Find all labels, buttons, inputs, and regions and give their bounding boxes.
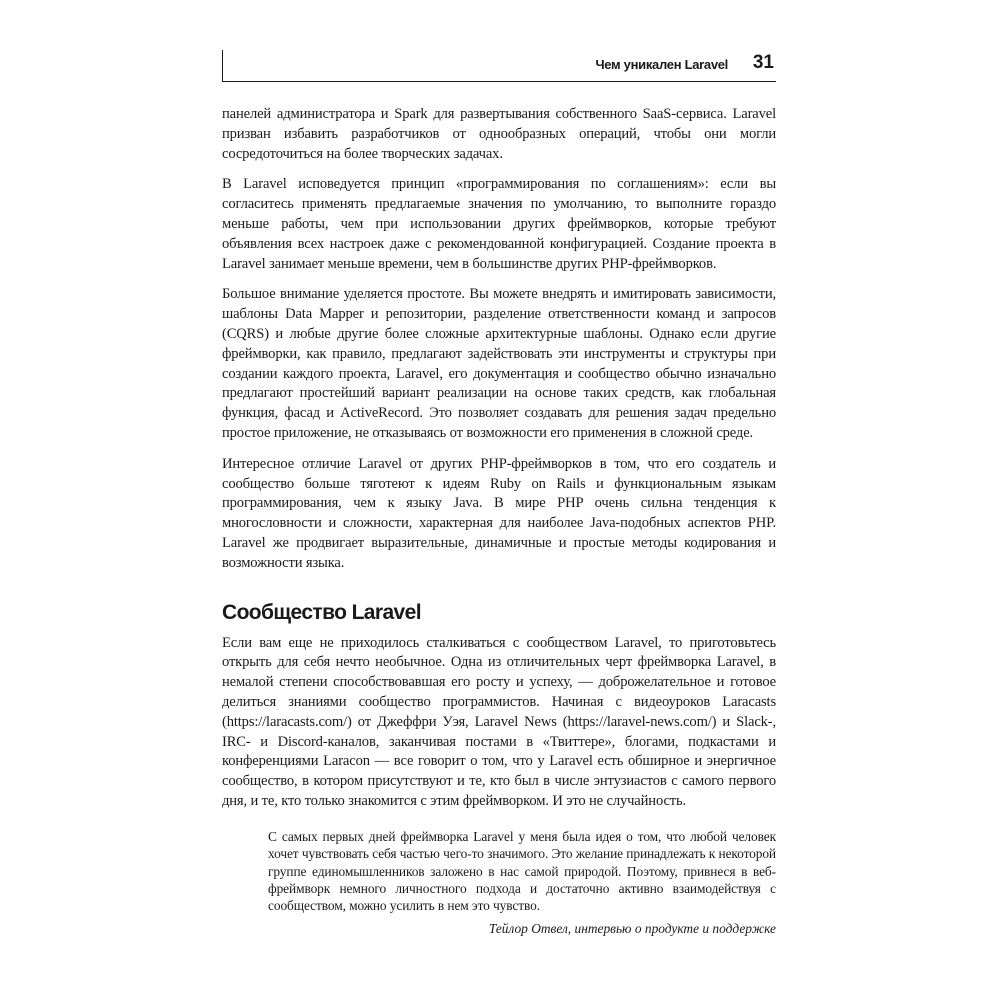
section-heading: Сообщество Laravel	[222, 600, 421, 624]
body-paragraph: панелей администратора и Spark для развертывания собственного SaaS-сервиса. Laravel призван избавить разработчиков от однообразных операций, чтобы они могли сосредоточиться на более творческих задачах.	[222, 106, 776, 162]
quote-text: С самых первых дней фреймворка Laravel у меня была идея о том, что любой человек хочет чувствовать себя частью чего-то значимого. Это желание принадлежать к некоторой группе единомышленников заложено в нас самой природой. Поэтому, привнеся в веб-фреймворк немного личностного подхода и достаточно активно взаимодействуя с сообществом, можно усилить в нем это чувство.	[268, 828, 776, 914]
running-title: Чем уникален Laravel	[595, 57, 728, 72]
page-number: 31	[752, 52, 774, 73]
header-vertical-rule	[222, 50, 223, 82]
header-horizontal-rule	[222, 81, 776, 82]
quote-attribution: Тейлор Отвел, интервью о продукте и поддержке	[488, 920, 776, 936]
section-paragraph: Если вам еще не приходилось сталкиваться с сообществом Laravel, то приготовьтесь открыть для себя нечто необычное. Одна из отличительных черт фреймворка Laravel, в немалой степени способствовавшая его росту и успеху, — доброжелательное и готовое делиться знаниями сообщество программистов. Начиная с видеоуроков Laracasts (https://laracasts.com/) от Джеффри Уэя, Laravel News (https://laravel-news.com/) и Slack-, IRC- и Discord-каналов, заканчивая постами в «Твиттере», блогами, подкастами и конференциями Laracon — все говорит о том, что у Laravel есть обширное и энергичное сообщество, в котором присутствуют и те, кто был в числе энтузиастов с самого первого дня, и те, кто только знакомится с этим фреймворком. И это не случайность.	[222, 634, 776, 809]
body-paragraph: Большое внимание уделяется простоте. Вы можете внедрять и имитировать зависимости, шаблоны Data Mapper и репозитории, разделение ответственности команд и запросов (CQRS) и любые другие более сложные архитектурные шаблоны. Однако если другие фреймворки, как правило, предлагают задействовать эти инструменты и структуры при создании каждого проекта, Laravel, его документация и сообщество обычно изначально предлагают простейший вариант реализации на основе таких средств, как глобальная функция, фасад и ActiveRecord. Это позволяет создавать для решения задач предельно простое приложение, не отказываясь от возможности его применения в сложной среде.	[222, 286, 776, 441]
page-body	[222, 105, 776, 938]
epigraph-quote	[268, 828, 776, 938]
page-header	[222, 50, 776, 82]
body-paragraph: Интересное отличие Laravel от других PHP-фреймворков в том, что его создатель и сообщество больше тяготеют к идеям Ruby on Rails и функциональным языкам программирования, чем к языку Java. В мире PHP очень сильна тенденция к многословности и сложности, характерная для наиболее Java-подобных аспектов PHP. Laravel же продвигает выразительные, динамичные и простые методы кодирования и возможности языка.	[222, 455, 776, 571]
body-paragraph: В Laravel исповедуется принцип «программирования по соглашениям»: если вы согласитесь применять предлагаемые значения по умолчанию, то выполните гораздо меньше работы, чем при использовании других фреймворков, которые требуют объявления всех настроек даже с рекомендованной конфигурацией. Создание проекта в Laravel занимает меньше времени, чем в большинстве других PHP-фреймворков.	[222, 176, 776, 272]
